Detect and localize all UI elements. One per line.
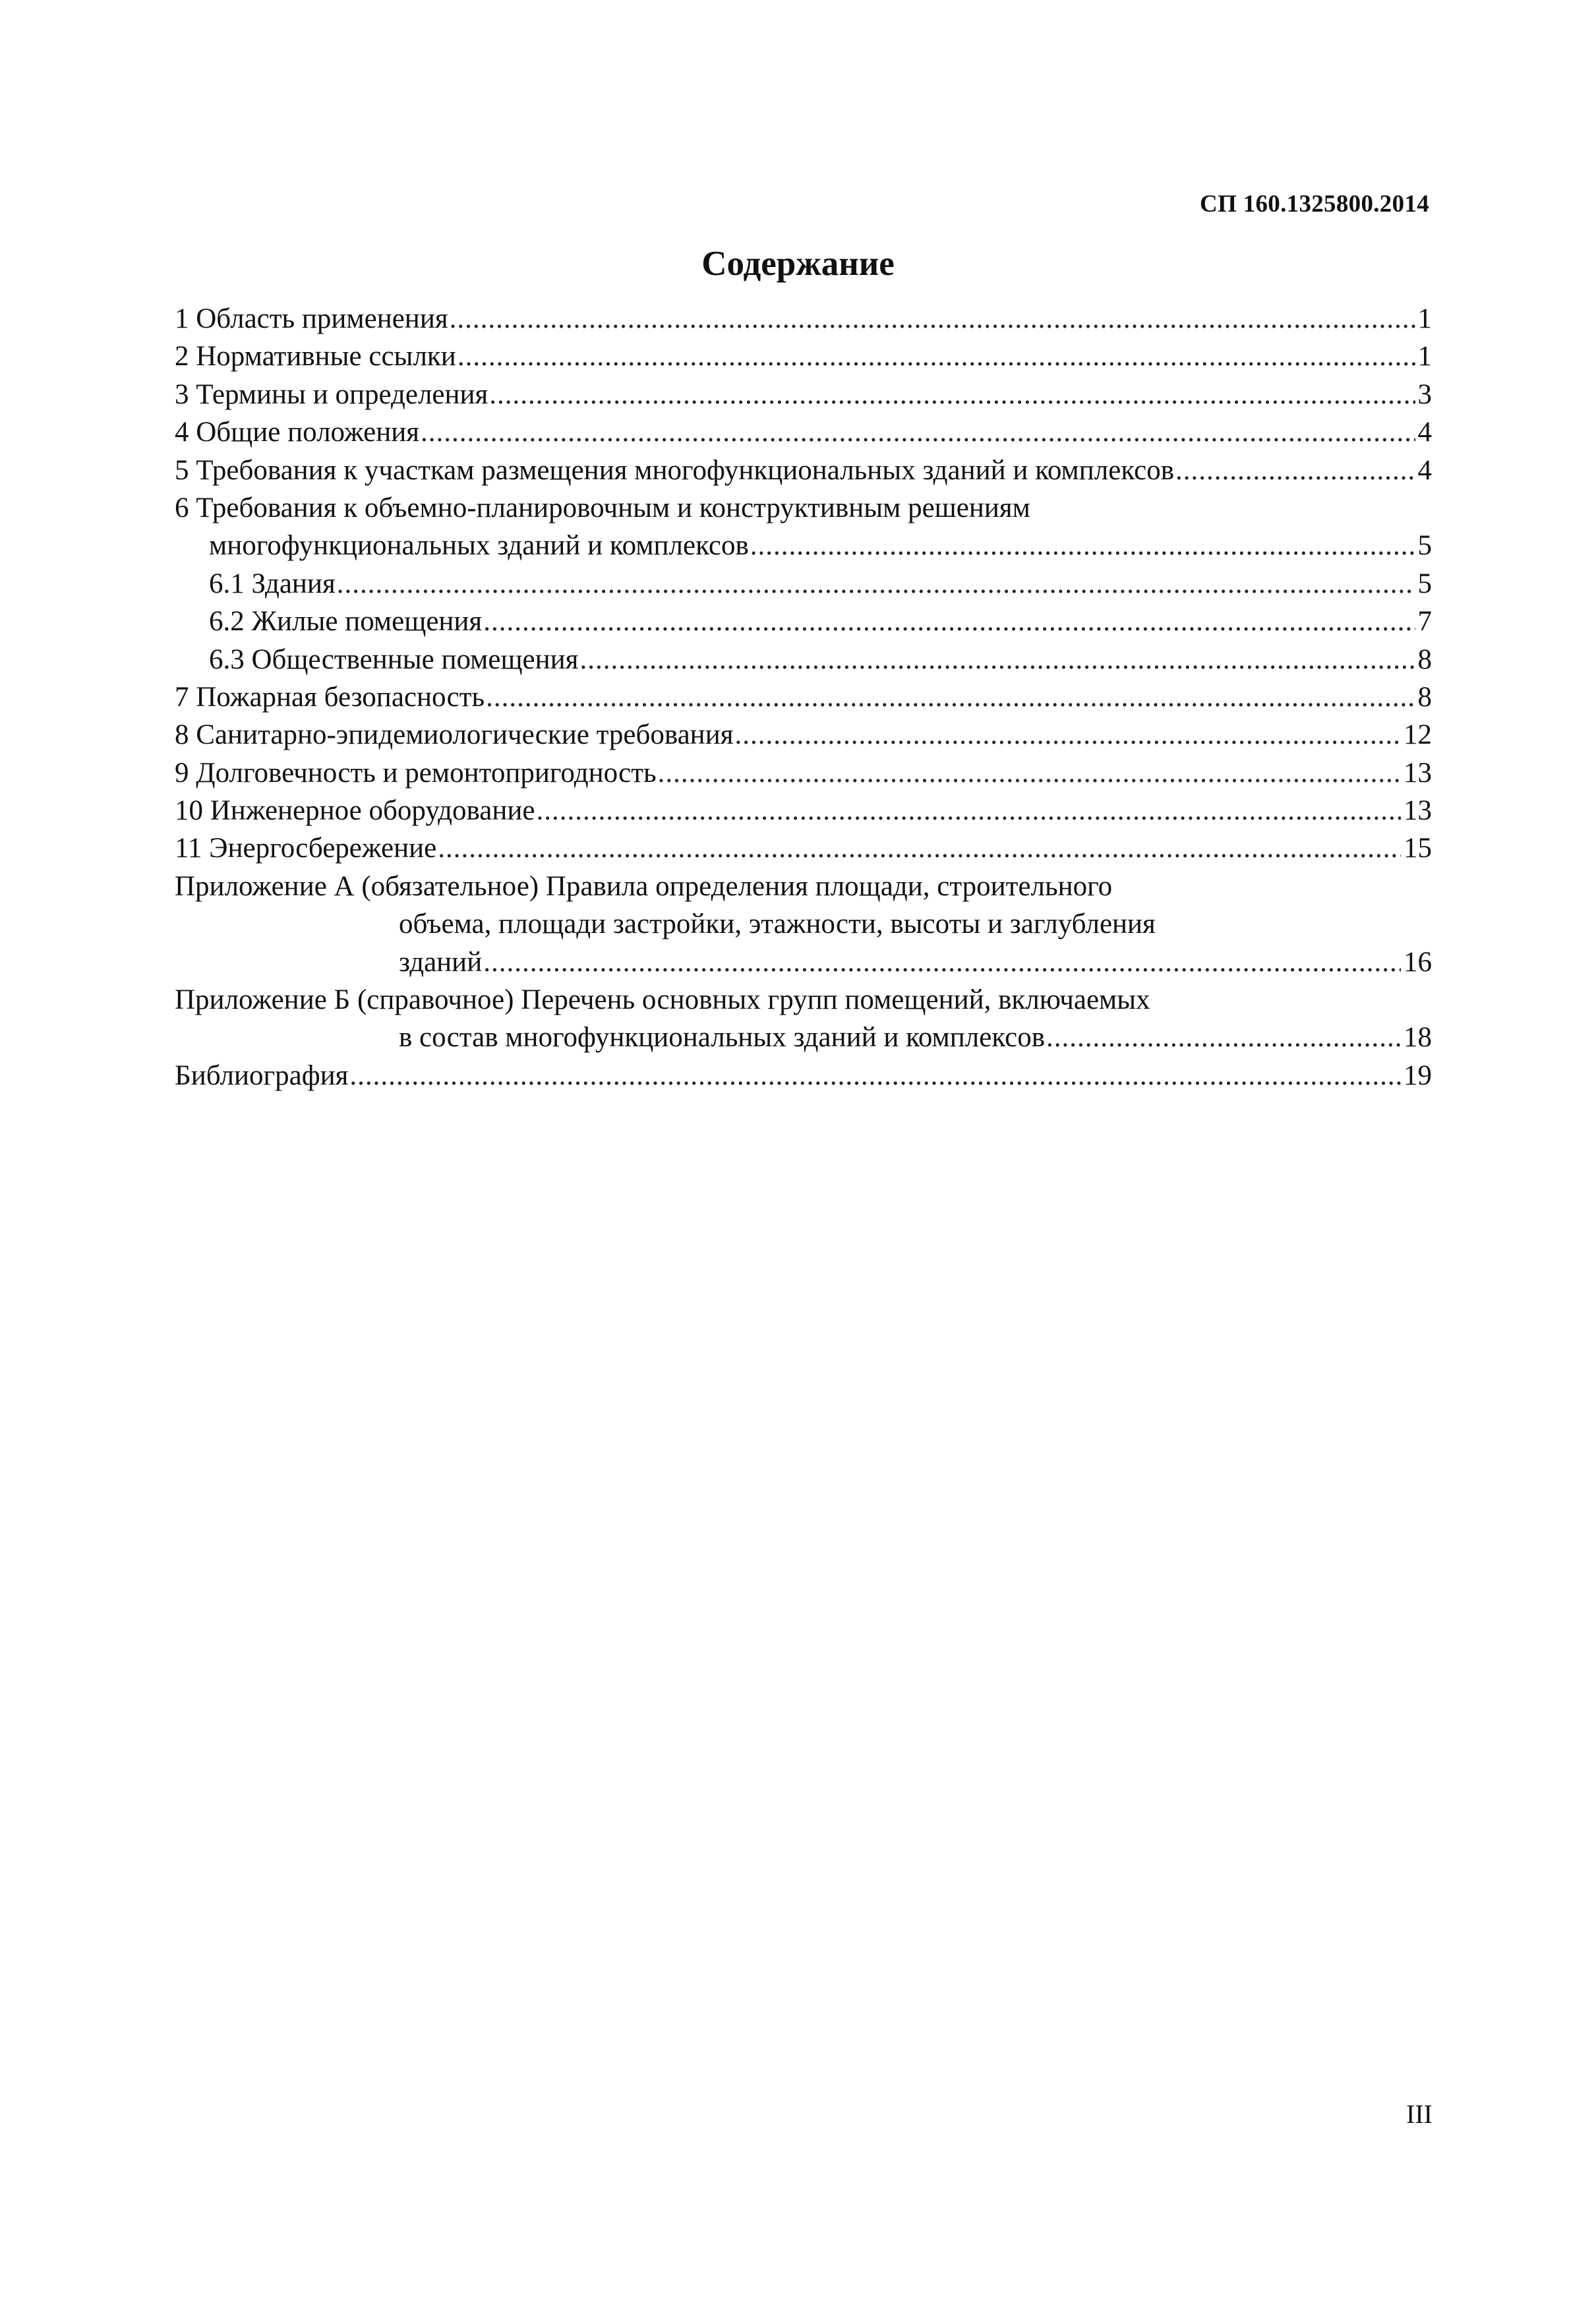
toc-entry-text: 11 Энергосбережение <box>175 833 437 864</box>
toc-leader-dots <box>536 792 1401 829</box>
toc-entry-text-continued: зданий <box>399 946 483 978</box>
toc-entry-10[interactable] <box>175 792 1432 829</box>
toc-entry-page: 8 <box>1417 643 1432 675</box>
toc-entry-3[interactable] <box>175 376 1432 413</box>
toc-entry-page: 13 <box>1404 757 1432 789</box>
toc-entry-text: Приложение Б (справочное) Перечень основных групп помещений, включаемых <box>175 984 1150 1016</box>
document-code: СП 160.1325800.2014 <box>1200 191 1429 218</box>
toc-entry-6-1[interactable] <box>175 565 1432 603</box>
toc-entry-1[interactable] <box>175 300 1432 338</box>
toc-entry-page: 4 <box>1417 417 1432 448</box>
toc-leader-dots <box>438 829 1401 867</box>
toc-entry-11[interactable] <box>175 829 1432 867</box>
toc-entry-2[interactable] <box>175 338 1432 375</box>
toc-entry-bibliography[interactable] <box>175 1057 1432 1094</box>
toc-leader-dots <box>735 716 1402 754</box>
toc-leader-dots <box>483 603 1415 640</box>
toc-entry-appendix-a[interactable] <box>175 868 1432 981</box>
toc-entry-text: 9 Долговечность и ремонтопригодность <box>175 757 657 789</box>
toc-entry-page: 15 <box>1404 833 1432 864</box>
toc-entry-page: 1 <box>1417 341 1432 373</box>
toc-entry-8[interactable] <box>175 716 1432 754</box>
toc-leader-dots <box>421 413 1415 451</box>
toc-entry-text: 3 Термины и определения <box>175 378 488 410</box>
toc-entry-6[interactable] <box>175 489 1432 565</box>
toc-entry-4[interactable] <box>175 413 1432 451</box>
toc-title: Содержание <box>701 245 895 283</box>
toc-leader-dots <box>750 527 1415 564</box>
toc-entry-page: 18 <box>1404 1022 1432 1054</box>
toc-leader-dots <box>658 754 1401 792</box>
toc-entry-page: 19 <box>1404 1059 1432 1091</box>
toc-entry-text: 6.1 Здания <box>209 568 336 599</box>
toc-entry-page: 16 <box>1404 946 1432 978</box>
toc-leader-dots <box>450 300 1415 338</box>
toc-leader-dots <box>579 641 1415 678</box>
toc-leader-dots <box>489 376 1415 413</box>
toc-entry-text: 10 Инженерное оборудование <box>175 795 535 827</box>
table-of-contents <box>175 300 1432 1094</box>
toc-entry-text-continued: многофункциональных зданий и комплексов <box>209 530 749 562</box>
toc-leader-dots <box>1175 452 1415 489</box>
toc-entry-page: 1 <box>1417 303 1432 334</box>
toc-entry-7[interactable] <box>175 678 1432 716</box>
page-number: III <box>1406 2099 1433 2129</box>
toc-leader-dots <box>483 943 1401 981</box>
toc-entry-page: 8 <box>1417 681 1432 713</box>
toc-leader-dots <box>349 1057 1401 1094</box>
toc-entry-text: 6.2 Жилые помещения <box>209 606 483 638</box>
toc-entry-page: 5 <box>1417 568 1432 599</box>
toc-entry-6-3[interactable] <box>175 641 1432 678</box>
toc-entry-page: 13 <box>1404 795 1432 827</box>
toc-leader-dots <box>486 678 1415 716</box>
toc-entry-text: 1 Область применения <box>175 303 448 334</box>
toc-entry-text: Библиография <box>175 1059 349 1091</box>
toc-entry-5[interactable] <box>175 452 1432 489</box>
toc-entry-6-2[interactable] <box>175 603 1432 640</box>
toc-entry-text: 6 Требования к объемно-планировочным и конструктивным решениям <box>175 492 1030 523</box>
toc-entry-page: 5 <box>1417 530 1432 562</box>
toc-entry-page: 3 <box>1417 378 1432 410</box>
toc-leader-dots <box>337 565 1415 603</box>
toc-entry-page: 7 <box>1417 606 1432 638</box>
toc-entry-text: 6.3 Общественные помещения <box>209 643 579 675</box>
toc-entry-text: 2 Нормативные ссылки <box>175 341 456 373</box>
toc-entry-appendix-b[interactable] <box>175 981 1432 1057</box>
toc-entry-page: 4 <box>1417 454 1432 486</box>
toc-entry-text-continued: объема, площади застройки, этажности, высоты и заглубления <box>399 909 1156 940</box>
toc-entry-9[interactable] <box>175 754 1432 792</box>
toc-entry-text-continued: в состав многофункциональных зданий и комплексов <box>399 1022 1046 1054</box>
toc-entry-text: 5 Требования к участкам размещения многофункциональных зданий и комплексов <box>175 454 1175 486</box>
toc-entry-text: 8 Санитарно-эпидемиологические требования <box>175 719 734 751</box>
toc-entry-text: Приложение А (обязательное) Правила определения площади, строительного <box>175 870 1113 902</box>
toc-entry-page: 12 <box>1404 719 1432 751</box>
toc-entry-text: 4 Общие положения <box>175 417 420 448</box>
toc-entry-text: 7 Пожарная безопасность <box>175 681 485 713</box>
toc-leader-dots <box>458 338 1415 375</box>
toc-leader-dots <box>1046 1019 1401 1056</box>
